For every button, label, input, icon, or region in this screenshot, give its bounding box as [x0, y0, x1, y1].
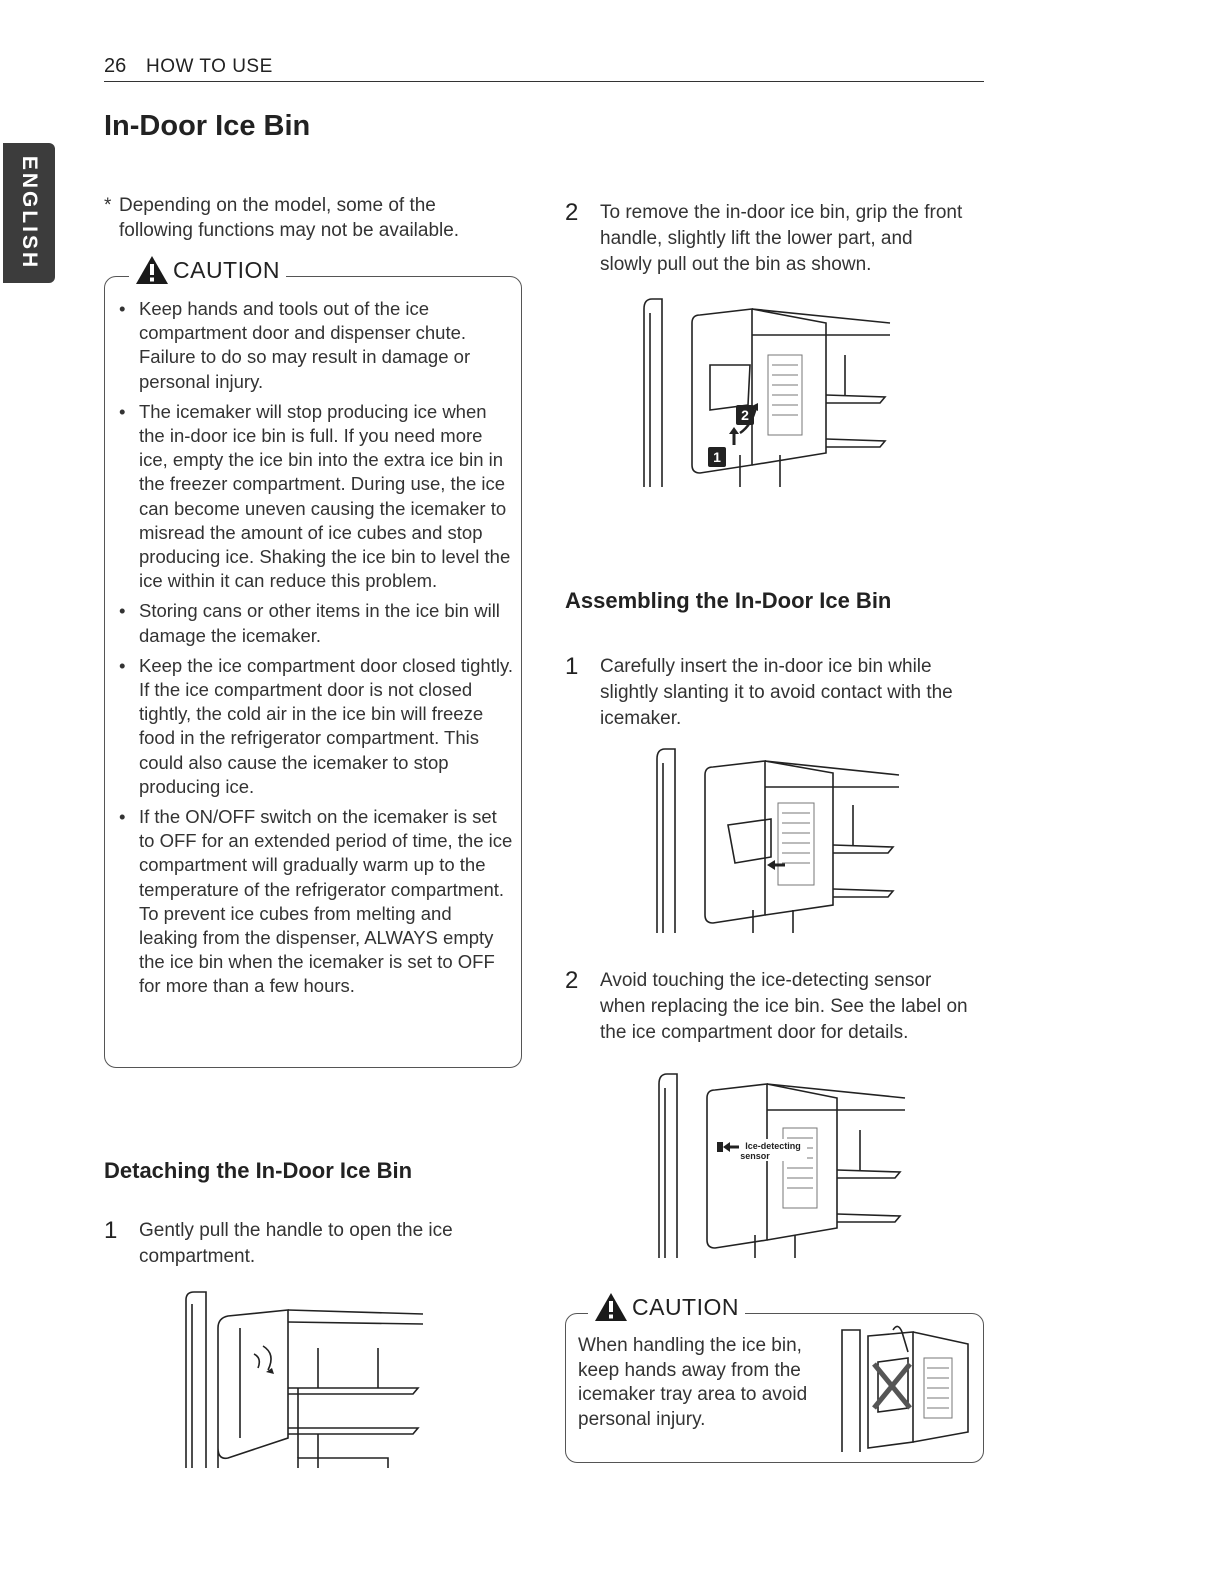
step-number: 2 — [565, 199, 579, 226]
step-number: 2 — [565, 967, 579, 994]
assembling-heading: Assembling the In-Door Ice Bin — [565, 588, 892, 613]
caution-box-main — [104, 256, 522, 1068]
caution-heading-main — [129, 255, 286, 285]
insert-bin-illustration — [653, 745, 903, 935]
step-text: Avoid touching the ice-detecting sensor when replacing the ice bin. See the label on the ice compartment door for details. — [600, 970, 968, 1043]
note-text: Depending on the model, some of the following functions may not be available. — [119, 195, 460, 241]
caution-list — [105, 297, 515, 1005]
model-note — [104, 193, 514, 243]
open-compartment-illustration — [178, 1288, 428, 1470]
caution-item: • The icemaker will stop producing ice when the in-door ice bin is full. If you need more ice, empty the ice bin into the extra ice bin in the freezer compartment. During use, the ice can become uneven causing the icemaker to misread the amount of ice cubes and stop producing ice. Shaking the ice bin to level the ice within it can reduce this problem. — [105, 400, 515, 594]
language-tab — [3, 143, 55, 283]
page-number: 26 — [104, 55, 127, 77]
callout-2: 2 — [741, 407, 749, 423]
remove-bin-illustration — [640, 295, 895, 490]
caution-label-small: CAUTION — [632, 1293, 739, 1320]
step-number: 1 — [104, 1217, 118, 1244]
detaching-heading: Detaching the In-Door Ice Bin — [104, 1158, 413, 1183]
hands-away-illustration — [838, 1322, 973, 1454]
caution-label-main: CAUTION — [173, 256, 280, 283]
assembling-step-1 — [565, 654, 985, 732]
step-text: Carefully insert the in-door ice bin while slightly slanting it to avoid contact with the icemaker. — [600, 656, 953, 729]
detaching-step-1 — [104, 1218, 494, 1270]
callout-1: 1 — [713, 449, 721, 465]
step-text: Gently pull the handle to open the ice compartment. — [139, 1220, 453, 1267]
step-number: 1 — [565, 653, 579, 680]
page-header — [104, 55, 984, 82]
caution-small-text: When handling the ice bin, keep hands away from the icemaker tray area to avoid personal injury. — [578, 1335, 808, 1430]
caution-heading-small — [588, 1292, 745, 1322]
warning-triangle-icon — [594, 1292, 628, 1322]
caution-item: • If the ON/OFF switch on the icemaker is set to OFF for an extended period of time, the ice compartment will gradually warm up to the temperature of the refrigerator compartment. To prevent ice cubes from melting and leaking from the dispenser, ALWAYS empty the ice bin when the icemaker is set to OFF for more than a few hours. — [105, 805, 515, 999]
page-title: In-Door Ice Bin — [104, 110, 311, 142]
section-name: HOW TO USE — [146, 56, 273, 77]
detaching-step-2 — [565, 200, 965, 278]
language-tab-label: ENGLISH — [18, 155, 41, 271]
ice-sensor-illustration — [655, 1070, 910, 1260]
step-text: To remove the in-door ice bin, grip the front handle, slightly lift the lower part, and slowly pull out the bin as shown. — [600, 202, 963, 275]
caution-item: • Keep the ice compartment door closed tightly. If the ice compartment door is not closed tightly, the cold air in the ice bin will freeze food in the refrigerator compartment. This could also cause the icemaker to stop producing ice. — [105, 654, 515, 799]
caution-item: • Storing cans or other items in the ice bin will damage the icemaker. — [105, 599, 515, 647]
note-asterisk: * — [104, 195, 112, 216]
warning-triangle-icon — [135, 255, 169, 285]
sensor-label-line1: Ice-detecting — [745, 1141, 801, 1151]
caution-box-small — [565, 1293, 984, 1463]
assembling-step-2 — [565, 968, 975, 1046]
sensor-label-line2: sensor — [740, 1151, 770, 1161]
caution-item: • Keep hands and tools out of the ice compartment door and dispenser chute. Failure to do so may result in damage or personal injury. — [105, 297, 515, 394]
